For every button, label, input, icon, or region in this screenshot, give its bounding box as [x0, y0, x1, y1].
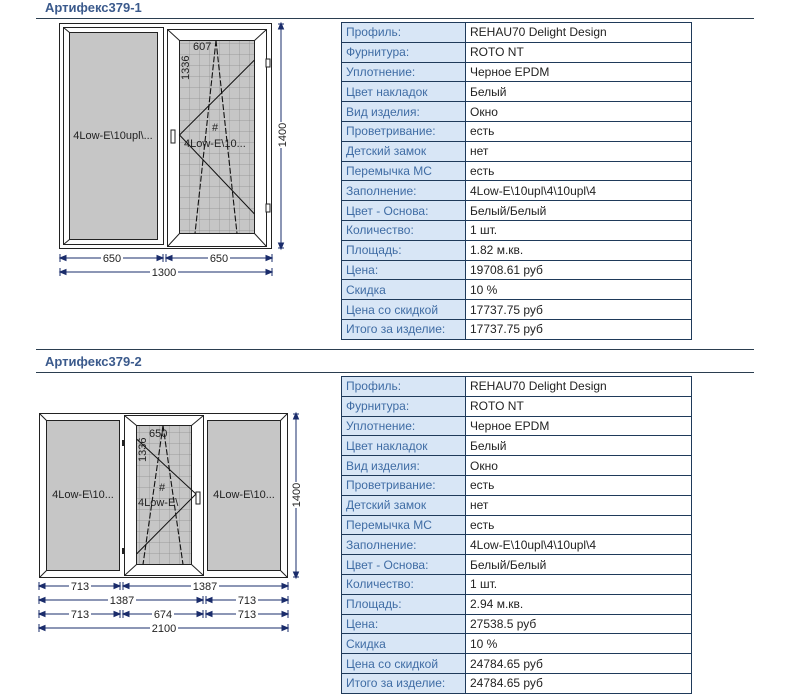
glass-label: 4Low-E\10... [213, 489, 275, 501]
spec-key: Профиль: [342, 377, 466, 397]
spec-value: Черное EPDM [466, 416, 692, 436]
spec-key: Цвет - Основа: [342, 201, 466, 221]
table-row [342, 42, 692, 62]
hinge-icon [266, 204, 270, 212]
glass-label: 4Low-E\10upl\... [73, 130, 153, 142]
table-row [342, 673, 692, 693]
table-row [342, 535, 692, 555]
spec-key: Профиль: [342, 23, 466, 43]
spec-key: Цвет накладок [342, 82, 466, 102]
spec-value: 19708.61 руб [466, 260, 692, 280]
table-row [342, 62, 692, 82]
spec-key: Площадь: [342, 240, 466, 260]
spec-key: Проветривание: [342, 475, 466, 495]
spec-value: нет [466, 495, 692, 515]
spec-value: есть [466, 515, 692, 535]
hinge-icon [266, 59, 270, 67]
hinge-icon [122, 440, 124, 446]
spec-value: нет [466, 141, 692, 161]
table-row [342, 634, 692, 654]
table-row [342, 201, 692, 221]
table-row [342, 555, 692, 575]
dimension-label: 1387 [192, 581, 218, 593]
spec-value: Окно [466, 456, 692, 476]
table-row [342, 416, 692, 436]
spec-table [341, 22, 692, 340]
table-row [342, 260, 692, 280]
table-row [342, 220, 692, 240]
spec-key: Детский замок [342, 141, 466, 161]
table-row [342, 161, 692, 181]
handle-icon [171, 130, 175, 143]
table-row [342, 121, 692, 141]
table-row [342, 495, 692, 515]
spec-key: Площадь: [342, 594, 466, 614]
spec-value: есть [466, 161, 692, 181]
table-row [342, 396, 692, 416]
dimension-label: 674 [153, 609, 173, 621]
table-row [342, 82, 692, 102]
table-row [342, 654, 692, 674]
spec-key: Фурнитура: [342, 396, 466, 416]
spec-value: REHAU70 Delight Design [466, 23, 692, 43]
table-row [342, 475, 692, 495]
spec-value: ROTO NT [466, 396, 692, 416]
height-label: 1400 [277, 122, 289, 148]
dimension-label: 713 [237, 609, 257, 621]
spec-key: Заполнение: [342, 535, 466, 555]
spec-key: Цена со скидкой [342, 654, 466, 674]
table-row [342, 181, 692, 201]
spec-key: Количество: [342, 220, 466, 240]
dimension-label: 2100 [151, 623, 177, 635]
spec-value: Белый [466, 436, 692, 456]
spec-value: Белый [466, 82, 692, 102]
spec-key: Скидка [342, 634, 466, 654]
table-row [342, 436, 692, 456]
spec-value: 10 % [466, 634, 692, 654]
sash-glass-label: 4Low-E\ [138, 497, 179, 509]
glass-label: 4Low-E\10... [52, 489, 114, 501]
spec-table [341, 376, 692, 694]
product-title: Артифекс379-2 [45, 354, 142, 369]
spec-value: 4Low-E\10upl\4\10upl\4 [466, 181, 692, 201]
spec-value: 24784.65 руб [466, 673, 692, 693]
spec-key: Количество: [342, 574, 466, 594]
window-drawing [0, 400, 330, 640]
section-divider [36, 372, 754, 373]
table-row [342, 141, 692, 161]
spec-value: ROTO NT [466, 42, 692, 62]
spec-key: Итого за изделие: [342, 673, 466, 693]
spec-key: Цена: [342, 260, 466, 280]
hash-mark: # [159, 482, 166, 494]
spec-value: Окно [466, 102, 692, 122]
spec-key: Цена: [342, 614, 466, 634]
spec-value: 10 % [466, 280, 692, 300]
spec-key: Итого за изделие: [342, 319, 466, 339]
spec-value: 2.94 м.кв. [466, 594, 692, 614]
spec-value: 1.82 м.кв. [466, 240, 692, 260]
table-row [342, 456, 692, 476]
table-row [342, 280, 692, 300]
table-row [342, 515, 692, 535]
spec-key: Проветривание: [342, 121, 466, 141]
table-row [342, 377, 692, 397]
spec-key: Фурнитура: [342, 42, 466, 62]
spec-key: Скидка [342, 280, 466, 300]
table-row [342, 319, 692, 339]
sash-width-label: 650 [149, 428, 168, 440]
hinge-icon [122, 548, 124, 554]
spec-key: Перемычка МС [342, 515, 466, 535]
sash-glass-label: 4Low-E\10... [184, 138, 246, 150]
dimension-label: 1387 [109, 595, 135, 607]
spec-key: Уплотнение: [342, 62, 466, 82]
dimension-label: 713 [70, 581, 90, 593]
spec-key: Цвет - Основа: [342, 555, 466, 575]
spec-key: Перемычка МС [342, 161, 466, 181]
spec-value: 4Low-E\10upl\4\10upl\4 [466, 535, 692, 555]
table-row [342, 300, 692, 320]
sash-width-label: 607 [193, 41, 212, 53]
dimension-label: 713 [237, 595, 257, 607]
hash-mark: # [212, 122, 219, 134]
dimension-label: 713 [70, 609, 90, 621]
sash-height-label: 1336 [180, 55, 192, 80]
spec-value: Белый/Белый [466, 201, 692, 221]
spec-key: Вид изделия: [342, 456, 466, 476]
table-row [342, 594, 692, 614]
spec-value: 27538.5 руб [466, 614, 692, 634]
dimension-label: 1300 [151, 267, 177, 279]
spec-value: 17737.75 руб [466, 319, 692, 339]
spec-value: есть [466, 121, 692, 141]
dimension-label: 650 [209, 253, 229, 265]
height-label: 1400 [291, 482, 303, 508]
spec-value: 1 шт. [466, 574, 692, 594]
spec-key: Уплотнение: [342, 416, 466, 436]
spec-value: Белый/Белый [466, 555, 692, 575]
spec-value: 24784.65 руб [466, 654, 692, 674]
product-title: Артифекс379-1 [45, 0, 142, 15]
window-drawing [0, 0, 330, 290]
spec-key: Цена со скидкой [342, 300, 466, 320]
spec-value: 1 шт. [466, 220, 692, 240]
spec-key: Цвет накладок [342, 436, 466, 456]
sash-height-label: 1336 [137, 437, 149, 462]
section-divider [36, 349, 754, 350]
table-row [342, 23, 692, 43]
table-row [342, 614, 692, 634]
handle-icon [196, 492, 200, 504]
spec-key: Вид изделия: [342, 102, 466, 122]
spec-value: 17737.75 руб [466, 300, 692, 320]
spec-key: Детский замок [342, 495, 466, 515]
table-row [342, 240, 692, 260]
dimension-label: 650 [102, 253, 122, 265]
spec-value: REHAU70 Delight Design [466, 377, 692, 397]
spec-value: Черное EPDM [466, 62, 692, 82]
table-row [342, 574, 692, 594]
spec-key: Заполнение: [342, 181, 466, 201]
table-row [342, 102, 692, 122]
spec-value: есть [466, 475, 692, 495]
